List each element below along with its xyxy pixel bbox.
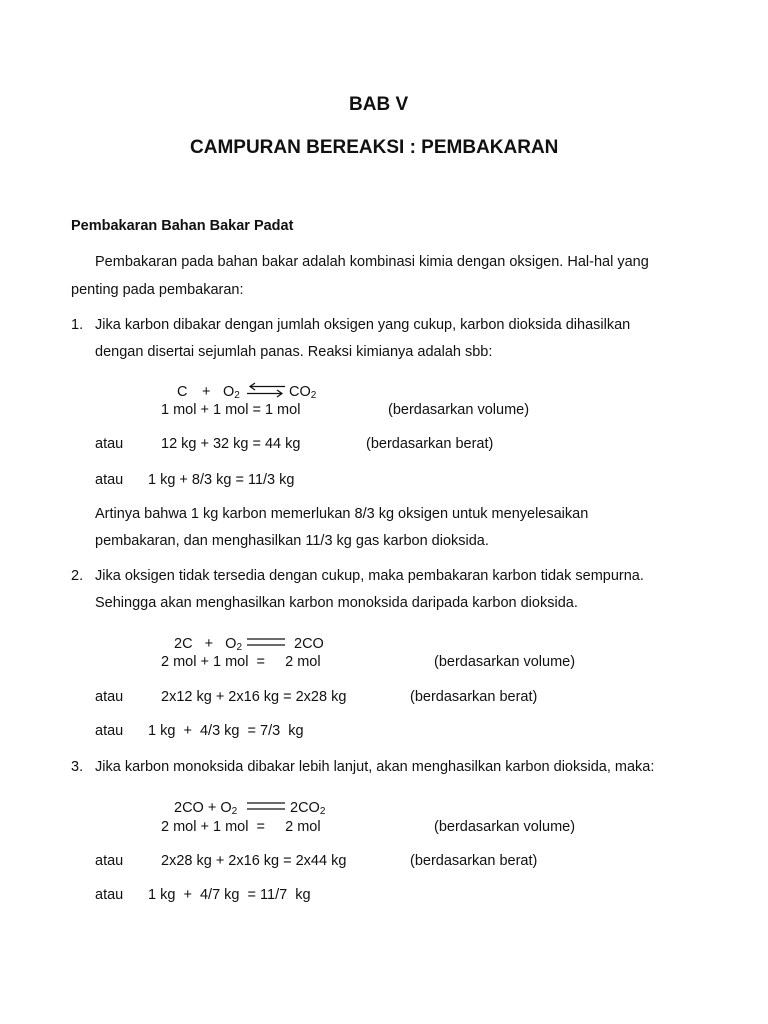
eq3-mol-line: 2 mol + 1 mol = 2 mol xyxy=(161,819,321,835)
item-2-number: 2. xyxy=(71,568,84,584)
section-heading: Pembakaran Bahan Bakar Padat xyxy=(71,218,294,234)
equals-sign-icon xyxy=(246,800,286,812)
item-1-conclusion-2: pembakaran, dan menghasilkan 11/3 kg gas karbon dioksida. xyxy=(95,533,489,549)
eq2-mol-note: (berdasarkan volume) xyxy=(434,654,576,670)
eq1-carbon: C xyxy=(177,384,188,400)
eq2-atau-2: atau xyxy=(95,723,124,739)
eq3-product: $2CO_2$ xyxy=(290,800,326,817)
item-2-line-2: Sehingga akan menghasilkan karbon monoksida daripada karbon dioksida. xyxy=(95,595,578,611)
eq1-mol-note: (berdasarkan volume) xyxy=(388,402,530,418)
eq1-oxygen: $O_2$ xyxy=(223,384,240,401)
eq2-ratio-line: 1 kg + 4/3 kg = 7/3 kg xyxy=(148,723,304,739)
eq3-kg-note: (berdasarkan berat) xyxy=(410,853,538,869)
equals-sign-icon xyxy=(246,636,286,648)
eq3-ratio-line: 1 kg + 4/7 kg = 11/7 kg xyxy=(148,887,311,903)
eq1-product: $CO_2$ xyxy=(289,384,317,401)
eq3-atau-1: atau xyxy=(95,853,124,869)
eq1-kg-note: (berdasarkan berat) xyxy=(366,436,494,452)
eq1-plus: + xyxy=(202,384,211,400)
eq1-ratio-line: 1 kg + 8/3 kg = 11/3 kg xyxy=(148,472,295,488)
item-3-number: 3. xyxy=(71,759,84,775)
eq1-atau-1: atau xyxy=(95,436,124,452)
item-1-line-2: dengan disertai sejumlah panas. Reaksi kimianya adalah sbb: xyxy=(95,344,493,360)
eq3-reactants: $2CO + O_2$ xyxy=(174,800,238,817)
eq3-atau-2: atau xyxy=(95,887,124,903)
eq2-atau-1: atau xyxy=(95,689,124,705)
eq2-kg-note: (berdasarkan berat) xyxy=(410,689,538,705)
eq2-mol-line: 2 mol + 1 mol = 2 mol xyxy=(161,654,321,670)
equilibrium-arrow-icon xyxy=(245,382,287,398)
eq2-kg-line: 2x12 kg + 2x16 kg = 2x28 kg xyxy=(161,689,347,705)
chapter-label: BAB V xyxy=(349,94,409,115)
eq3-mol-note: (berdasarkan volume) xyxy=(434,819,576,835)
eq1-kg-line: 12 kg + 32 kg = 44 kg xyxy=(161,436,301,452)
eq1-mol-line: 1 mol + 1 mol = 1 mol xyxy=(161,402,301,418)
item-1-conclusion-1: Artinya bahwa 1 kg karbon memerlukan 8/3 kg oksigen untuk menyelesaikan xyxy=(95,506,589,522)
intro-line-1: Pembakaran pada bahan bakar adalah kombinasi kimia dengan oksigen. Hal-hal yang xyxy=(95,254,649,270)
item-1-number: 1. xyxy=(71,317,84,333)
eq2-reactants: $2C + O_2$ xyxy=(174,636,243,653)
page-title: CAMPURAN BEREAKSI : PEMBAKARAN xyxy=(190,137,559,158)
item-3-line-1: Jika karbon monoksida dibakar lebih lanjut, akan menghasilkan karbon dioksida, maka: xyxy=(95,759,655,775)
eq2-product: 2CO xyxy=(294,636,324,652)
eq1-atau-2: atau xyxy=(95,472,124,488)
item-2-line-1: Jika oksigen tidak tersedia dengan cukup, maka pembakaran karbon tidak sempurna. xyxy=(95,568,644,584)
eq3-kg-line: 2x28 kg + 2x16 kg = 2x44 kg xyxy=(161,853,347,869)
item-1-line-1: Jika karbon dibakar dengan jumlah oksigen yang cukup, karbon dioksida dihasilkan xyxy=(95,317,631,333)
intro-line-2: penting pada pembakaran: xyxy=(71,282,244,298)
